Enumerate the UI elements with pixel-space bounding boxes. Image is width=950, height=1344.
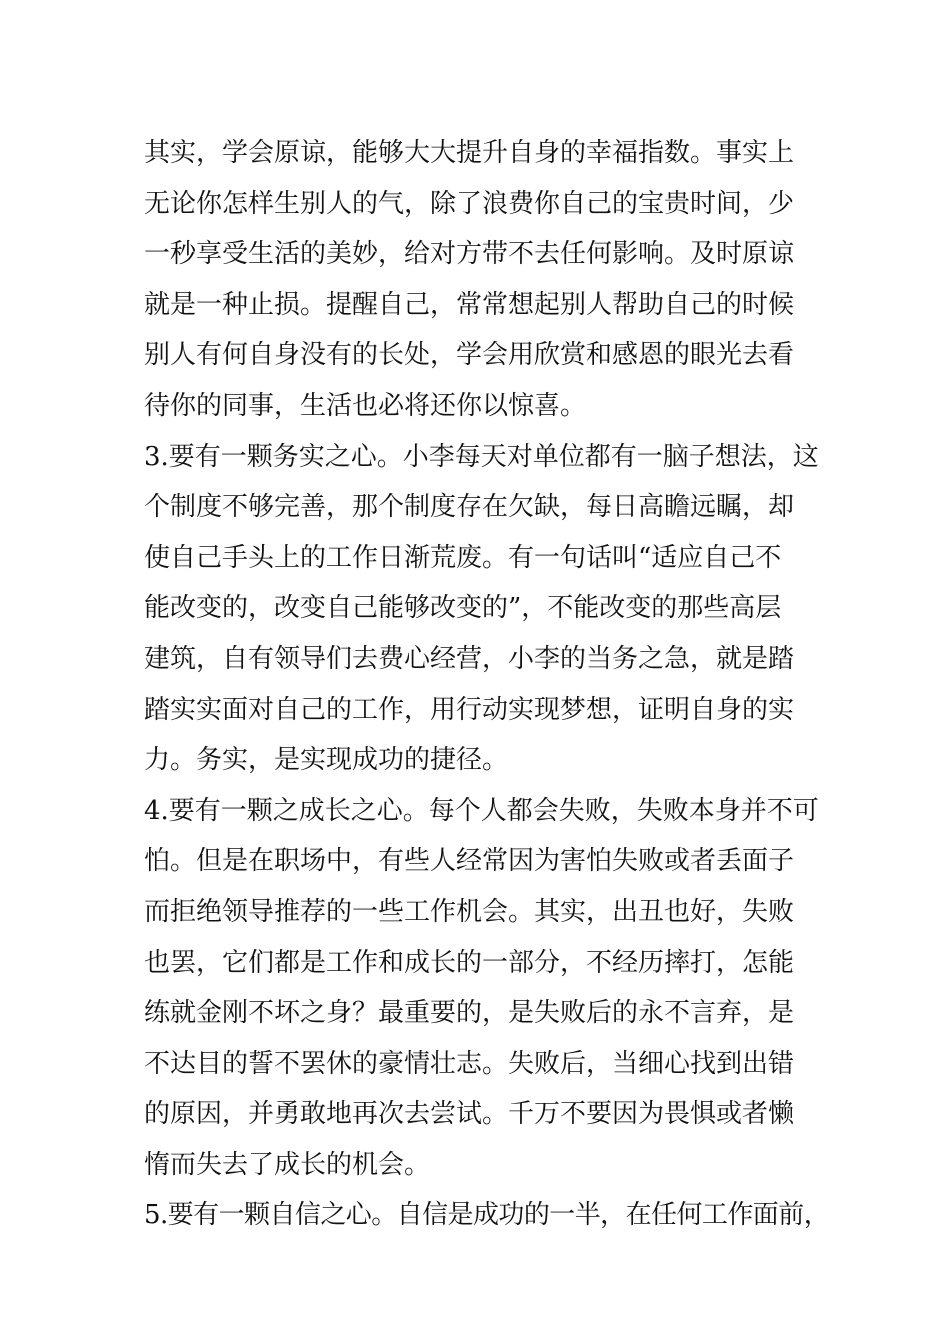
text-line: 个制度不够完善，那个制度存在欠缺，每日高瞻远瞩，却: [144, 492, 795, 523]
text-line: 也罢，它们都是工作和成长的一部分，不经历摔打，怎能: [144, 947, 795, 978]
text-line: 3.要有一颗务实之心。小李每天对单位都有一脑子想法，这: [144, 441, 819, 472]
text-line: 能改变的，改变自己能够改变的”，不能改变的那些高层: [144, 593, 782, 624]
text-line: 练就金刚不坏之身？最重要的，是失败后的永不言弃，是: [144, 998, 795, 1029]
text-line: 的原因，并勇敢地再次去尝试。千万不要因为畏惧或者懒: [144, 1099, 795, 1130]
text-line: 5.要有一颗自信之心。自信是成功的一半，在任何工作面前，: [144, 1200, 830, 1231]
body-text: [144, 128, 830, 1241]
text-line: 4.要有一颗之成长之心。每个人都会失败，失败本身并不可: [144, 795, 819, 826]
text-line: 踏实实面对自己的工作，用行动实现梦想，证明自身的实: [144, 694, 795, 725]
text-line: 无论你怎样生别人的气，除了浪费你自己的宝贵时间，少: [144, 188, 795, 219]
text-line: 怕。但是在职场中，有些人经常因为害怕失败或者丢面子: [144, 846, 795, 877]
text-line: 就是一种止损。提醒自己，常常想起别人帮助自己的时候: [144, 289, 795, 320]
text-line: 建筑，自有领导们去费心经营，小李的当务之急，就是踏: [144, 643, 795, 674]
text-line: 待你的同事，生活也必将还你以惊喜。: [144, 390, 587, 421]
text-line: 而拒绝领导推荐的一些工作机会。其实，出丑也好，失败: [144, 896, 795, 927]
text-line: 惰而失去了成长的机会。: [144, 1149, 431, 1180]
text-line: 使自己手头上的工作日渐荒废。有一句话叫“适应自己不: [144, 542, 782, 573]
text-line: 不达目的誓不罢休的豪情壮志。失败后，当细心找到出错: [144, 1048, 795, 1079]
text-line: 力。务实，是实现成功的捷径。: [144, 745, 509, 776]
text-line: 一秒享受生活的美妙，给对方带不去任何影响。及时原谅: [144, 239, 795, 270]
text-line: 别人有何自身没有的长处，学会用欣赏和感恩的眼光去看: [144, 340, 795, 371]
text-line: 其实，学会原谅，能够大大提升自身的幸福指数。事实上: [144, 138, 795, 168]
